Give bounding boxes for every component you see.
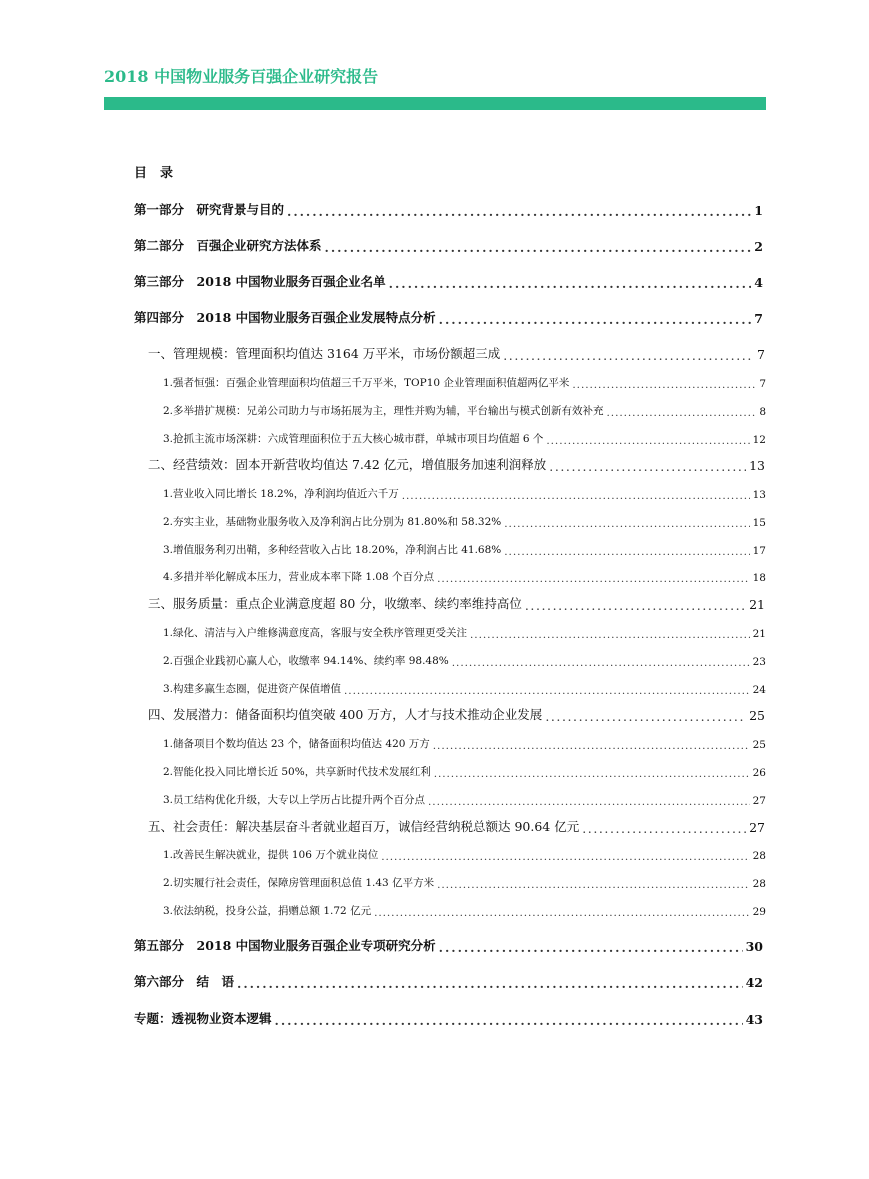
toc-entry-page-number: 27 (752, 795, 766, 807)
toc-entry-page-number: 13 (752, 489, 766, 501)
toc-entry-label: 二、经营绩效：固本开新营收均值达 7.42 亿元，增值服务加速利润释放 (148, 457, 547, 472)
toc-entry-page-number: 42 (745, 975, 763, 990)
toc-leader-dots (546, 436, 749, 447)
toc-entry[interactable] (134, 970, 763, 990)
toc-entry-label: 第六部分 结 语 (134, 974, 235, 989)
toc-entry-page-number: 23 (752, 656, 766, 668)
toc-entry-label: 1.储备项目个数均值达 23 个，储备面积均值达 420 万方 (163, 738, 430, 750)
toc-entry[interactable] (163, 398, 766, 418)
toc-leader-dots (434, 769, 750, 780)
toc-entry[interactable] (163, 787, 766, 807)
toc-entry[interactable] (148, 342, 765, 362)
toc-entry-label: 2.智能化投入同比增长近 50%，共享新时代技术发展红利 (163, 766, 431, 778)
toc-entry-label: 第一部分 研究背景与目的 (134, 202, 285, 217)
toc-entry-label: 一、管理规模：管理面积均值达 3164 万平米，市场份额超三成 (148, 346, 501, 361)
toc-entry[interactable] (163, 648, 766, 668)
toc-entry-label: 第二部分 百强企业研究方法体系 (134, 238, 322, 253)
toc-entry-label: 2.多举措扩规模：兄弟公司助力与市场拓展为主，理性并购为辅，平台输出与模式创新有效补充 (163, 405, 604, 417)
toc-entry[interactable] (134, 306, 763, 326)
toc-entry-label: 3.抢抓主流市场深耕：六成管理面积位于五大核心城市群，单城市项目均值超 6 个 (163, 433, 544, 445)
toc-entry[interactable] (163, 759, 766, 779)
toc-entry-label: 3.构建多赢生态圈，促进资产保值增值 (163, 683, 342, 695)
toc-heading: 目 录 (134, 166, 174, 181)
toc-entry-label: 3.增值服务利刃出鞘，多种经营收入占比 18.20%，净利润占比 41.68% (163, 544, 502, 556)
toc-leader-dots (452, 658, 750, 669)
toc-entry-page-number: 25 (749, 708, 765, 723)
toc-entry-page-number: 15 (752, 517, 766, 529)
toc-entry-page-number: 7 (757, 347, 765, 362)
toc-entry-page-number: 7 (754, 311, 763, 326)
toc-entry[interactable] (163, 870, 766, 890)
toc-leader-dots (275, 1015, 743, 1028)
toc-entry[interactable] (163, 370, 766, 390)
toc-entry[interactable] (163, 509, 766, 529)
toc-entry-page-number: 18 (752, 572, 766, 584)
toc-entry-page-number: 2 (754, 239, 763, 254)
toc-leader-dots (525, 600, 746, 613)
toc-entry[interactable] (163, 731, 766, 751)
toc-entry-page-number: 21 (752, 628, 766, 640)
toc-entry[interactable] (148, 592, 765, 612)
toc-entry-page-number: 13 (749, 458, 765, 473)
toc-entry[interactable] (148, 703, 765, 723)
toc-entry-page-number: 24 (752, 684, 766, 696)
toc-entry[interactable] (163, 842, 766, 862)
toc-entry-label: 2.切实履行社会责任，保障房管理面积总值 1.43 亿平方米 (163, 877, 435, 889)
toc-entry-label: 2.夯实主业，基础物业服务收入及净利润占比分别为 81.80%和 58.32% (163, 516, 502, 528)
toc-entry-page-number: 28 (752, 850, 766, 862)
toc-entry-label: 1.改善民生解决就业，提供 106 万个就业岗位 (163, 849, 379, 861)
toc-leader-dots (344, 686, 750, 697)
toc-entry-page-number: 7 (759, 378, 766, 390)
toc-leader-dots (325, 242, 752, 255)
toc-entry[interactable] (163, 537, 766, 557)
toc-entry[interactable] (148, 453, 765, 473)
toc-entry[interactable] (134, 198, 763, 218)
toc-leader-dots (389, 278, 752, 291)
toc-leader-dots (503, 350, 754, 363)
toc-leader-dots (374, 908, 750, 919)
toc-entry[interactable] (163, 426, 766, 446)
toc-leader-dots (433, 741, 750, 752)
toc-leader-dots (549, 461, 746, 474)
toc-entry-page-number: 4 (754, 275, 763, 290)
toc-entry-page-number: 12 (752, 434, 766, 446)
toc-leader-dots (402, 491, 750, 502)
toc-entry-label: 3.员工结构优化升级，大专以上学历占比提升两个百分点 (163, 794, 426, 806)
toc-entry-page-number: 26 (752, 767, 766, 779)
toc-entry[interactable] (148, 815, 765, 835)
toc-leader-dots (439, 314, 752, 327)
toc-entry-label: 专题：透视物业资本逻辑 (134, 1011, 272, 1026)
toc-entry-label: 1.强者恒强：百强企业管理面积均值超三千万平米，TOP10 企业管理面积值超两亿平米 (163, 377, 570, 389)
toc-entry-label: 第三部分 2018 中国物业服务百强企业名单 (134, 274, 386, 289)
toc-leader-dots (607, 408, 757, 419)
toc-entry-page-number: 27 (749, 820, 765, 835)
toc-entry-page-number: 43 (745, 1012, 763, 1027)
toc-entry[interactable] (134, 234, 763, 254)
toc-entry[interactable] (163, 620, 766, 640)
toc-leader-dots (428, 797, 750, 808)
toc-leader-dots (545, 711, 746, 724)
toc-entry[interactable] (163, 898, 766, 918)
toc-entry[interactable] (134, 270, 763, 290)
toc-entry-label: 三、服务质量：重点企业满意度超 80 分，收缴率、续约率维持高位 (148, 596, 522, 611)
toc-entry-label: 1.营业收入同比增长 18.2%，净利润均值近六千万 (163, 488, 399, 500)
toc-entry-page-number: 8 (759, 406, 766, 418)
toc-leader-dots (237, 978, 743, 991)
toc-leader-dots (470, 630, 750, 641)
toc-entry[interactable] (134, 934, 763, 954)
toc-entry-label: 五、社会责任：解决基层奋斗者就业超百万，诚信经营纳税总额达 90.64 亿元 (148, 819, 580, 834)
toc-entry[interactable] (163, 676, 766, 696)
toc-entry-label: 第四部分 2018 中国物业服务百强企业发展特点分析 (134, 310, 436, 325)
toc-leader-dots (287, 206, 751, 219)
toc-leader-dots (437, 574, 750, 585)
toc-entry-label: 4.多措并举化解成本压力，营业成本率下降 1.08 个百分点 (163, 571, 435, 583)
toc-leader-dots (439, 942, 743, 955)
toc-leader-dots (572, 380, 756, 391)
toc-leader-dots (504, 519, 749, 530)
toc-entry-page-number: 1 (754, 203, 763, 218)
toc-entry-page-number: 21 (749, 597, 765, 612)
toc-leader-dots (381, 852, 749, 863)
toc-entry[interactable] (163, 564, 766, 584)
toc-entry-page-number: 30 (745, 939, 763, 954)
toc-entry-label: 第五部分 2018 中国物业服务百强企业专项研究分析 (134, 938, 436, 953)
toc-entry-page-number: 17 (752, 545, 766, 557)
toc-leader-dots (437, 880, 750, 891)
toc-leader-dots (504, 547, 749, 558)
toc-entry-label: 1.绿化、清洁与入户维修满意度高，客服与安全秩序管理更受关注 (163, 627, 468, 639)
toc-entry-page-number: 25 (752, 739, 766, 751)
toc-entry-label: 四、发展潜力：储备面积均值突破 400 万方，人才与技术推动企业发展 (148, 707, 543, 722)
toc-leader-dots (582, 823, 746, 836)
toc-entry-label: 2.百强企业践初心赢人心，收缴率 94.14%、续约率 98.48% (163, 655, 449, 667)
toc-entry-label: 3.依法纳税，投身公益，捐赠总额 1.72 亿元 (163, 905, 372, 917)
toc-entry-page-number: 29 (752, 906, 766, 918)
toc-entry-page-number: 28 (752, 878, 766, 890)
document-title: 2018 中国物业服务百强企业研究报告 (104, 67, 379, 86)
toc-entry[interactable] (163, 481, 766, 501)
toc-entry[interactable] (134, 1007, 763, 1027)
